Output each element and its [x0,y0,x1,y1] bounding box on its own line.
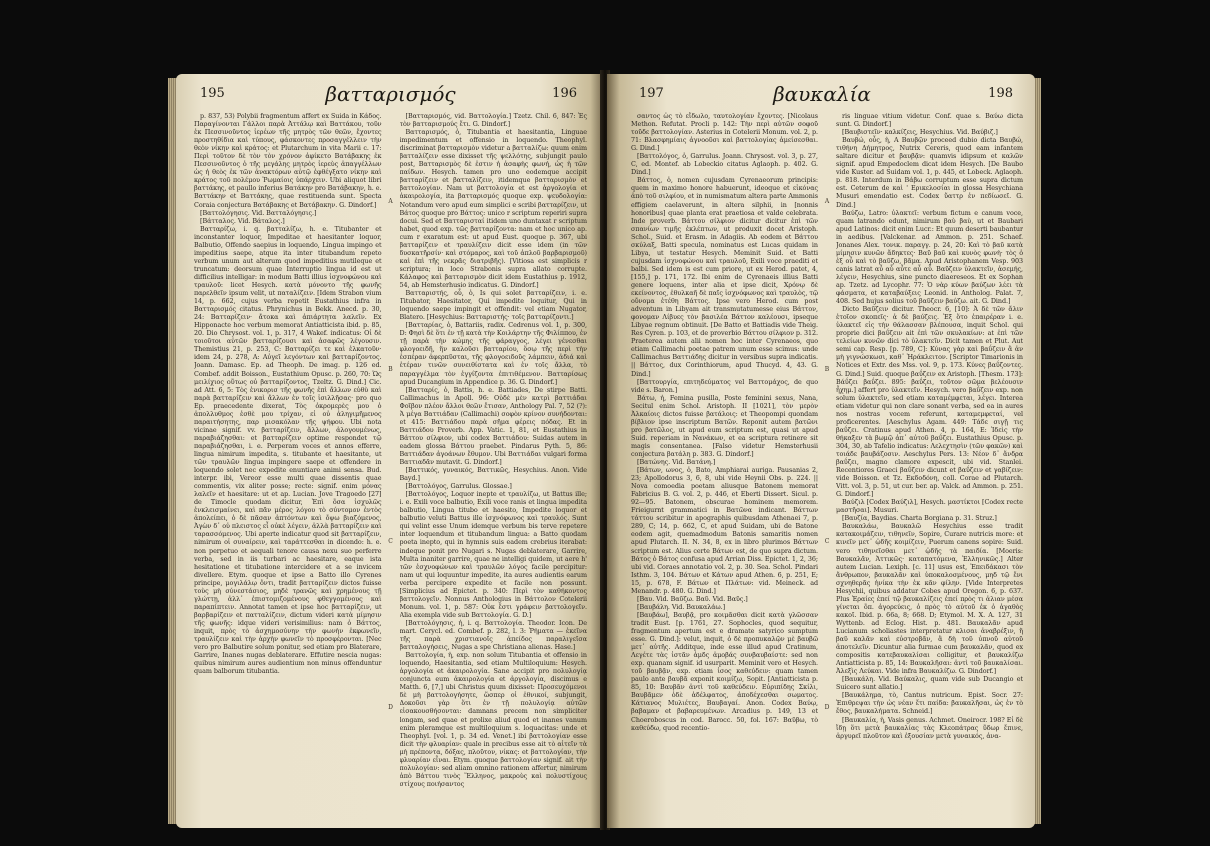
entry-paragraph: [Βαυβάλη. Vid. Βαυκαλάω.] [637,602,726,611]
entry-paragraph: Dicto Βαῦζειν dicitur. Theocr. 6, [10]: Ἁ δὲ τῶν ἄλιν ἐτοῖον σκοπεῖς· ἁ δὲ βαύζεις. Ἐξ ὅτο ἐπαιρέραν i. e. ὑλακτεῖ εἰς τὴν θάλασσαν βλέπουσα, inquit Schol. qui proprie dici βαΰζειν ait ἐπὶ τῶν σκυλακίων: at ἐπὶ τῶν τελείων κυνῶν dici τὸ ὑλακτεῖν. Dicit tamen et Plut. Aut semi cap. Resp. [p. 789, C]: Κύνας γὰρ καὶ βαΰζειν ἃ ἀν μὴ γιγνώσκωσι, καθ᾽ Ἡράκλειτον. [Scriptor Timarionis in Notices et Extr. des Mss. vol. 9, p. 173. Κύνες βαΰζοντες. G. Dind.] Suid. quoque βαΰζειν ex Aristoph. [Thesm. 173]: Βάΰζει βαΰζει. 895: βαΰζει, τοῦτον σῶμα βελέουσιν ἦχημ.] affert pro ὑλακτεῖν. Hesych. vero βαΰζειν exp. non solum ὑλακτεῖν, sed etiam καταμέμφεται, λέγει. Interea etiam videtur qui non clare sonant verba, sed ea in aures nos nostras vocem referunt, καταμεμφεταί, vel proficerentes. [Aeschylus Agam. 449: Τάδε σιγῇ τις βαΰζει. Cratinus apud Athen. 4, p. 164, E: Ἰδεὶς τὴν θήκαξεν τὰ βωμῷ ἀπ᾽ αὐτοῦ βαΰζει. Eustathius Opusc. p. 304, 30, ab Tafelio indicatus: Λελεχτησὶν (τῶν φακῶν) καὶ τοιάδε βαυβάζοσιν. Aeschylus Pers. 13: Νέον δ᾽ ἄνδρα βαΰζει, magno clamore expescit, ubi vid. Stanlei. Recentiores Graeci βαΰζειν dicunt et βαΰζειν et γαβίζειν: vide Boisson. et Tz. Εκδοδόνη, coll. Corae ad Plutarch. Vitt. vol. 3, p. 51, ut cur. ber. ap. Valck. ad Ammon. p. 251. G. Dindorf.] [836,305,1023,499]
entry-paragraph: [Βαυζία, Baydias. Charta Borgiana p. 31. Struz.] [842,514,997,523]
entry-paragraph: [Βαυβιστεῖν· καλκίζεις, Hesychius. Vid. Βαύβιζ.] [842,128,998,137]
right-page-title: βαυκαλία [773,82,871,106]
left-page-columns [194,112,587,818]
entry-paragraph: Βαύζω, Latro: ὑλακτεῖ: verbum fictum e canum voce, quam latrando edunt, nimirum βαὺ βαὺ, ut et Baubari apud Latinos: dicit enim Lucr.: Et quum deserti baubantur in aedibus. [Valckenar. ad Ammon. p. 251. Schaef. Jonanes Alex. τονικ. παραγγ. p. 24, 20: Καὶ τὸ βαῦ κατὰ μίμησιν κυνῶν ἄδηκτες· Βαῦ βαῦ καὶ κυνὸς φωνὴ· τὸς ὁ ἐξ οὗ καὶ τὸ βαῦζω, βᾶμα. Apud Aristophanem Vesp. 903 canis latrat αὖ αὖ αὖτε αὖ αὖ. Βαῦζειν ὑλακτεῖν, ἀσεμής, λέγειν, Hesychius, sine puncto diaereseos. Et ex Sophan ap. Tzetz. ad Lycophr. 77: Ὁ νὰρ κύων βαύζων λέει τὰ φάσματα, et καταβαύξεις Leonid. in Antholog. Palat. 7, 408. Sed hujus solius τοῦ βαῦζειν βαύζω. ait. G. Dind.] [836,208,1023,306]
entry-paragraph: [Βαυκαλία, ἡ, Vasis genus. Achmet. Oneirocr. 198? Εἰ δὲ ἴδῃ ὅτι μετὰ βαυκαλίας τὰς Κλεοπάτρας ὕδωρ ἔπινε, ἀργυρεῖ πλοῦτον καὶ ἐξουσίαν μετὰ γυναικός, ἀνα- [836,715,1023,740]
left-page-number-b: 196 [552,86,577,101]
entry-paragraph: Βαυβώ, οὗς, ἡ, A Βαυβῷν proceed dubio dicta Βαυβώ, τιθήνη Δήμητρος, Nutrix Cereris, quod eam infantem saltare dicitur et βαυβᾷν: quamvis idipsum et καλῶν signif. apud Empedoclem dicat idem Hesych. [De Baubo vide Kuster. ad Suidam vol. 1, p. 445, et Lobeck. Aglaoph. p. 818. Interdum in Βάβω corruptum esse supra dictum est. Ceterum de καὶ ' Ερικελοσίαι in glossa Hesychiana Musuri emendatio est. Codex ὕαττρ ἐν πεδίωσεῖ. G. Dind.] [836,136,1023,209]
entry-paragraph: Βατταρίζω, i. q. βατταλίζω, h. e. Titubanter et inconstanter loquor, Impeditae et haesitanter loquor, Balbutio, Offendo saepius in loquendo, Lingua impingo et impeditius saepe, atque ita inter titubandum repeto verbum unum aut alterum quod impeditius mutileque et truncatum: deorsum quae Interruptio lingua id est ut difficilius intelligar: in modum Batti illius ἰσχνοφώνου καὶ τραυλοῦ: licet Hesych. κατὰ μόνοντο τῆς φωνῆς παρελθεῖν ipsum velit, ut παταλίζειν. [Idem Strabon vium 14, p. 662, cujus verba repetit Eustathius infra in Βατταρισμός citatus. Phrynichus in Bekk. Anecd. p. 30, 24: Βατταρίζειν· ἄτοκα καὶ ἀπιάρτητα λαλεῖν. Ex Hipponacte hoc verbum memorat Antiatticista ibid. p. 85, 20. Dio Chrysost. vol. 1, p. 317, 4 Wakef. indicatus: Οἱ δὲ τοιοῦτοι αὐτῶν βατταρίζουσι καὶ ἀσαφῶς λέγουσιν. Themistius 21, p. 253, C: Βατταρίζει τε καὶ ἐλκατοῦν· idem 24, p. 278, A: Αὐγεῖ λεγόντων καὶ βατταρίζοντος. Joann. Damasc. Ep. ad Theoph. De imag. p. 126 ed. Combef. addit Boisson., Eustathium Opusc. p. 260, 70: Ὡς μειλίχιος οὕτως οὐ βατταρίζοντος, Tzeltz. G. Dind.] Cic. ad Att. 6, 5: Τὸς ἐνικορισ τῆς φωνῆς ἐπὶ ἄλλων εὐθὺ καὶ παρὰ βατταρίζειν καὶ ἄλλων ἐν τοῖς ἰσιλλῆσας· pro quo Ep. praecedente dixerat, Τὸς ὀκρομερὲς μου ὁ ἀπολλυθμος ἐσθὲ μου τρίχαν, εἰ οὐ ἀληγιμῆμενος παραιτήσητης, παρ μισακόλαν τῆς ψήφου. Ubi nota vicinae signif. vv. βατταρίζειν, ἄλλων, ἀλογουμένως, παραβιάζησθαι: et βατταρίζειν optime respondet τῷ παραβιάζησθαι, i. e. Perperam voces et annos efferre, lingua nimirum impedita, s. titubante et haesitante, ut τῶν τραυλῶν lingua impingere saepe et offendere in loquendo solet nec expedite enuntiare animi sensa. Bud. interpr. ibi, Vereor esse multi quae dissentis quae commentis, vix aliter posse; recte: signif. enim μόνας λαλεῖν et haesitare: ut et ap. Lucian. Jove Tragoedo [27] de Timocle quodam dicitur, Ἐπὶ ὅσα ἰσχυλῶς ἐνκλεισμαίνει, καὶ πᾶν μέρος λόγου τὸ σύντομον ἐντὸς ἀπολείπει, ὁ δὲ πᾶσαν ἀπτόντων καὶ ὄψω βιαζόμενος, Ἀγὼν δ᾽ οὐ πλειστος εἶ οὐκὲ λέγειν, ἀλλὰ βατταρίζειν καὶ ταρασσόμενος. Ubi aperte indicatur quod sit βατταρίζειν, nimirum οἱ συναίρειν, καὶ ταράττεσθαι in dicendo: h. e. non perpetuo et aequali tenore causa nexu suo perferre verba, sed in iis turbari ac haesitare, eaque ista hesitatione et titubatione intercidere et a se invicem divellere. Etym. quoque et ipse a Batto illo Cyrenes principe, μογιλάλῳ ὄντι, tradit βατταρίζειν dictos fuisse τοὺς μὴ σύνεστάσιος, μηδὲ τρανῶς καὶ χρημένους τῇ γλώττῃ, ἀλλ᾽ ἐπιστομιζομένους φθεγγομένους καὶ παραπίπτειν. Annotat tamen et ipse hoc βατταρίζειν, ut βαρβαρίζειν et πατταλίζειν, dictum videri κατὰ μίμησιν τῆς φωνῆς: idque videri verisimilius: nam ὁ Βάττος, inquit, πρὸς τὸ ἀσχημοσύνην τὴν φωνὴν ἐκφωνεῖν, τραυλίζειν καὶ τὴν ἀρχὴν φωνεῖν τὸ προσφέρονται. [Nec vero pro Balbutire solum ponitur, sed etiam pro Blaterare, Garrire, Inanes nugas deblaterare. Effutire nescia nugas: quibus nimirum aures audientium non minus offenduntur quam balborum titubantia. [194,224,382,676]
left-page-header [194,82,587,108]
entry-paragraph: Βάτω, ἡ, Femina pusilla, Poste feminini sexus, Nana, Secitul enim Schol. Aristoph. II [1021], τὸν μερὸν Ἀλκαίοις dictos fuisse βατάλοις: et Theopompi quondam βίβλιον ipse inscriptum Βατῶν. Reponit autem βατῶνι pro βατῶλος, ut apud eum scriptum est, quasi ut apud Suid. reperiam in Νανάκων, et ea scriptura retinere sit magis consentanea. [Falso videtur Hemsterhusii conjectura βατάλη p. 383. G. Dindorf.] [631,393,818,458]
entry-paragraph: [Βατταρίς, ὁ, Battis, h. e. Battiades, De stirpe Batti. Callimachus in Apoll. 96: Οὐδὲ μὲν κατρὶ βαττιάδαι Φοῖβον πλέον ἄλλοι θεῶν ἔτισαν, Anthology Pal. 7, 52 (?): Ἀ μέγα Βαττιάδαν (Callimachi) σοφὸν κρίνον συνήδονται: et 415: Βαττιάδου παρὰ σῆμα φέρεις πόδας. Et in Βαττιάδου Proverb. App. Vatic. 1, 81, et Eustathius in Βάττου σίλφιον, ubi codex Βαττιάδου: Suidas autem in eadem glossa Βάττου praebet. Pindarus Pyth. 5, 86: Βαττιάδαν ἀγοάνων ἔθυμον. Ubi Βαττιάδαι vulgari forma Βαττιαδᾶν mutavit. G. Dindorf.] [399,385,587,467]
entry-paragraph: [Βαττολόγος, ὁ, Garrulus. Joann. Chrysost. vol. 3, p. 27, C, ed. Montef. ab Lobeckio citatus Aglaoph. p. 402. G. Dind.] [631,152,818,177]
right-page-column-2 [836,112,1023,818]
right-page-columns [631,112,1023,818]
entry-paragraph: Βατταριστής, οὗ, ὁ, Is qui solet βατταρίζειν, i. e. Titubator, Haesitator, Qui impedite loquitur, Qui in loquendo saepe impingit et offendit: vel etiam Nugator, Blatero. [Hesychius: Βατταριστής· τοῖς βατταρίζοντι.] [399,289,587,322]
entry-paragraph: Βαυκαλάω, Βαυκαλῶ Hesychius esse tradit κατακοιμάζειν, τιθηνεῖν, Sopire, Curare nutricis more: et κινεῖν μετ᾽ ᾠδῆς κοιμίζειν, Puerum canens sopire: Suid. vero τιθηνεῖσθαι μετ᾽ ᾠδῆς τὰ παιδία. [Moeris: Βαυκαλᾶν, Ἀττικῶς· καταπατόμενα, Ἑλληνικῶς.] Alter autem Lucian. Lexiph. [c. 11] usus est, Ἐπειδάκασι τὸν ἄνθρωπον, βαυκαλᾶν καὶ ὑποκαλοσμένους, μηδ τῷ ἔνι σχνηθερᾶς ἡνίκα τὴν ἐκ κᾶν φίλην. [Vide Interpretes Hesychii, quibus addatur Cobes apud Oregon. 6, p. 637. Plus Ἐραίες ἐπεί τῷ βαυκαλίζεις ἐπεί πρὸς τι ἀλιαν μέσα γίνεται ὅπ. ἀγορεύεις, ὁ πρὸς τὸ αὐτοῦ ἐκ ὁ ἀγαθὸς κακοῖ. Ibid. p. 66a, 8; 668. D; Etymol. M. X. A. 127, 31 Wyttenb. ad Eclog. Hist. p. 481. Βαυκαλᾶν apud Lucianum scholiastes interpretatur κλισαι ἀναβρέξιν, ἢ βαῦ καλᾶν καὶ εὐστροβᾶν, ἃ δὴ τοῦ ὑπνοῦ αὐτοῦ ἀποτελεῖν. Dicuntur alia furmae cum βαυκαλᾶν, quod ex compositis κατεβαυκαλίσαι colligitur, et βαυκαλίζω Antiatticista p. 85, 14: Βαυκαλῆσαι: ἀντὶ τοῦ βαυκαλίσαι. Ἀλεξὶς Λεύκαι. Vide infra Βαυκαλίζω. G. Dindorf.] [836,522,1023,676]
right-page-column-1 [631,112,818,818]
left-page-column-2 [400,112,588,818]
entry-paragraph: [Βαττικός, γυναικός, Βαττικῶς, Hesychius. Anon. Vide Bayd.] [399,466,587,483]
right-margin-marker-c: C [824,538,830,545]
entry-paragraph: [Βαυβάω], Βαυβᾷ, pro κοιμᾶσθαι dicit κατὰ γλῶσσαν tradit Eust. [p. 1761, 27. Sophocles, quod sequitur, fragmentum apertum est e dramate satyrico sumptum esse. G. Dind.]: velut, inquit, ὁ δὲ προπυκαλῷν μὲ βαυβῶ μετ᾽ αὐτῆς. Additque, inde esse illud apud Cratinum, Λεγέτε τὰς ἱστᾶν ἀμδς ἁμοβάς συνβαυβαίστε: sed non exp. quanam signif. id usurparit. Meminit vero et Hesych. τοῦ βαυβᾷν, exp. etiam ἰσος καθεύδειν: quam tamen paulo ante βαυβᾶ exponit κοιμίζω, Sopit. [Antiatticista p. 85, 10: Βαυβᾶν ἀντὶ τοῦ καθεύδειν. Εὐριπίδης Σκίλι, Βαυβᾶμεν ὁδὲ ἀδέλφατος, ἀποδέχεσθαι σωματος. Κάτιανος Μυλιέτες, Βαυβαγαί. Anon. Codex Βαύῳ, βαβαμαν et βαβαρευμένων. Arcadius p. 149, 13 et Choeroboscus in cod. Barocc. 50, fol. 167: Βαῦβω, τὸ καθεύδω, quod recentio- [631,610,818,732]
left-page-column-1 [194,112,382,818]
entry-paragraph: Βαύζιλ [Codex Βαύζιλ], Hesych. μαστίκτοι [Codex recte μαστῆσαι]. Musuri. [836,498,1023,515]
right-page [607,74,1035,828]
right-margin-marker-a: A [824,198,830,205]
right-margin-marker-d: D [824,704,830,711]
entry-paragraph: [Βατταρισμός, vid. Βαττολογία.] Tzetz. Chil. 6, 847: Ἐς τὸν βατταρισμούς ἔτι. G. Dindorf.] [399,112,587,129]
entry-paragraph: [Βαττολόγος, Loquor inepte et τραυλίζω, ut Battus ille; i. e. Exili voce balbutio, Exili voce ranis et lingua impedita balbutio, Lingua titubo et haesito, Impedite loquor et balbutio veluti Battus ille ἰσχνόφωνος καὶ τραυλός. Sunt qui velint esse Unum idemque verbum bis terve repetere inter loquendum et titubandum lingua: a Batto quodam poeta inepto, qui in hymnis suis eadem crebrius iterabat: indeque ponit pro Nugari s. Nugas deblaterare, Garrire, Multa inaniter garrire, quae ne intelligi quidem, ut aere h' τῶν ἐσχνοφώνων καὶ τραυλῶν λόγος facile percipitur: nam ut qui loquuntur impedite, ita aures audientis earum verba percipere expedite et facile non possunt. [Simplicius ad Epictet. p. 340: Περὶ τὸν καθήκοντος βαττολογεῖν. Nonnus Anthologius in Βάττολον Cotelerii Monum. vol. 1, p. 587: Οὐκ ἔστι γράφειν βαττολογεῖν. Alia exempla vide sub Βαττολογία. G. D.] [399,490,587,619]
left-page [176,74,603,828]
right-margin-marker-b: B [824,366,830,373]
left-margin-marker-c: C [388,538,393,545]
entry-paragraph: Βαττολογία, ἡ, exp. non solum Titubantia et offensio in loquendo, Haesitantia, sed etiam Multiloquium: Hesych. ἀργολογία et ἀκαιρολογία. Sane accipit pro πολυλογίᾳ conjuncta eum ἀκαιρολογία et ἀργολογία, discimus e Matth. 6, [7,] ubi Christus quum dixisset: Προσευχόμενοι δὲ μὴ βαττολογήσητε, ὥσπερ οἱ ἐθνικοί, subjungit, Δοκοῦσι γὰρ ὅτι ἐν τῇ πολυλογίᾳ αὐτῶν εἰσακουσθήσονται: damnans precem non simpliciter longam, sed quae et prolixe aliud quod et inanes vanum enim pleramque est multiloquium s. loquacitas: unde et Theophyl. [vol. 1, p. 34 ed. Venet.] ibi βαττολογίαν esse dicit τὴν φλυαρίαν: quale in precibus esse ait τὸ αἰτεῖν τὰ μὴ πρέποντα, δόξας, πλοῦτον, νίκας: et βαττολογίαν, τὴν φλυαρίαν εἶναι. Etym. quoque βαττολογίαν signif. ait τὴν πολυλογίαν: sed aliam omnino rationem affertur, nimirum ἀπὸ Βάττου τινὸς Ἕλληνος, μακροὺς καὶ πολυστίχους στίχους ποιήσαντος [399,651,587,788]
entry-paragraph: p. 837, 53) Polybii fragmentum affert ex Suida in Κάδος. Παραγίνονται Γάλλοι παρὰ Ἀττάλῳ καὶ Βαττάκου, τοῦν ἐκ Πεσσινοῦντος ἱερέων τῆς μητρὸς τῶν θεῶν, ἔχοντες προστηθίδια καὶ τύπους, φάσκοντες προσαγγέλλειν τὴν θεὸν νίκην καὶ κράτος: et Plutarchum in vita Marii c. 17: Περὶ τοῦτον δὲ τὸν τὸν χρόνον ἀφίκετο Βατάβακης ἐκ Πεσσινοῦντος ὁ τῆς μεγάλης μητρὸς ἱερεὺς ἀπαγγέλλων ὡς ἡ θεὸς ἐκ τῶν ἀνακτόρων αὐτῷ ἐφθέγξατο νίκην καὶ κράτος τοῦ πολέμου Ῥωμαίοις ὑπάρχειν. Ubi aliquot libri βαττάκης, et paullo inferius Βατάκην pro Βατάβακην, h. e. Βαττάκην et Βαττάκης, quae restituenda sunt. Specta Coraia conjectura Βατάβακης et Βατάβακην. G. Dindorf.] [194,112,382,209]
entry-paragraph: [Βάτταλος. Vid. Βάταλος.] [200,216,285,225]
left-margin-marker-a: A [388,198,393,205]
entry-paragraph: [Βατταρίας, ὁ, Battariis, radix. Cedrenus vol. 1, p. 300, D: Φησὶ δὲ ὅτι ἐν τῇ κατὰ τὴν Κοιλάρτην τῆς Φιλίππου, ἐν τῇ παρὰ τὴν κώμης τῆς φάραγγος, λέγει γένεσθαι φλογοειδῆ, ἣν καλοῦσι βατταρίου, ὅσῳ τῆς περὶ τὴν ἑσπέραν ἀφερπῦσται, τῆς φλογοειδοῦς λάμπειν, ἀδιά καὶ ἑτέραν τινῶν συνειθίστατα καὶ ἐν τοῖς ἄλλα, τὸ παραγγέλμα τὸν ἐγγίζοντα ἐπιτιθέμενον. Βατταρίσως apud Ducangium in Appendice p. 36. G. Dindorf.] [399,321,587,386]
entry-paragraph: [Βαυκάλη. Vid. Βαύκαλις, quam vide sub Ducangio et Suicero sunt allatio.] [836,675,1023,692]
entry-paragraph: [Βάτων, ωνος, ὁ, Bato, Amphiarai auriga. Pausanias 2, 23; Apollodorus 3, 6, 8, ubi vide Heynii Obs. p. 224. || Nova comoedia poetam aliusque Batonem memorat Fabricius B. G. vol. 2, p. 446, et Eberti Dissert. Sicul. p. 92—95. Batonem, obscurae hominem memorem. Frieigurnt grammatici in Βατῶνα indicant. Βάττων τάττου scribitur in apographis quibusdam Athenaei 7, p. 289, C; 14, p. 662, C, et apud Suidam, ubi de Batone eodem agit, quemadmodum Batonis samaritis nomen apud Plutarch. II. N. 34, 8, ex in libro plurimos Βάττων scriptum est. Alius certe Βάτων est, de quo supra dictum. Βάτος ὁ Βάτος confusa apud Arrian Diss. Epictet. 1, 2, 36; ubi vid. Coraes annotatio vol. 2, p. 30. Sea. Schol. Pindari Isthm. 3, 104. Βάτων et Κάτων apud Athen. 6, p. 251, E; 15, p. 678, F. Βάτων et Πλάτων: vid. Meineck. ad Menandr. p. 480. G. Dind.] [631,466,818,595]
left-margin-marker-b: B [388,366,393,373]
entry-paragraph: [Βατώνης. Vid. Βατάνη.] [637,458,716,467]
entry-paragraph: [Βαττολόγησις, ἡ, i. q. Βαττολογία. Theodor. Icon. De mart. Cerycl. ed. Combef. p. 282, l. 3: Ῥήματα — ἐκεῖνα τῆς παρὰ χριστιανοῖς ἀπείδος παραλιγεῖσα βατταλογήσεις, Nugas a spe Christiana alienas. Hase.] [399,618,587,652]
left-page-title: βατταρισμός [325,82,456,106]
entry-paragraph: Βατταρισμός, ὁ, Titubantia et haesitantia, Linguae impedimentum et offensio in loquendo. Theophyl. discriminat βατταρισμὸν videtur a βατταλίζω: quum enim βατταλίζειν esse dixisset τῆς ψελλότης, subjungit paulo post, Βατταρισμὸς δὲ ἐστιν ἡ ἀσαφὴς φωνή, ὡς ἡ τῶν παίδων. Hesych. tamen pro uno eodemque accipit βατταρίζειν et βατταλίζειν, itidemque βατταρισμὸν et βαττολογίαν. Nam ut βαττολογία et est ἀργολογία et ἀκαιρολογία, ita βατταρισμός quoque exp. ψευδολογία: Notandum vero apud eum simplici e scribi βατταρίζειν, ut Βάτος quoque pro Βάττος: unico r scriptum reperiri supra docui. Sed et Βατταρισταί itidem uno duntaxat r scriptum habet, quod exp. τῶς βατταρίζοντα: nam et hoc unico ap. cum r exaratum est: ut apud Eust. quoque p. 367, ubi βατταρίζειν et τραυλίζειν dicit esse idem (in τῶν δυσκατῆρσίν· καὶ στόμαρος, καὶ τοῦ ἁπλοῦ βαρβαρισμοῦ) καὶ ἐπὶ τῆς νεκρᾶς διατριβῆς). [Vitiosa est simplicis r scriptura; in loco Strabonis supra allato corrupte. Κάλαφος καὶ βατταρισμὸν dicit idem Eustathius p. 1912, 54, ab Hemsterhusio indicatus. G. Dindorf.] [399,128,587,289]
entry-paragraph: [Βαυκάλημα, τὸ, Cantus nutricum. Epist. Socr. 27: Ἐπιθρεψαι τὴν ὡς νέαν ἔτι παίδα: βαυκαλῆσαι, ὡς ἐν τὸ ἔθος, βαυκαλήματα. Schneid.] [836,691,1023,716]
entry-paragraph: ris linguae vitium videtur. Conf. quae s. Βαύω dicta sunt. G. Dindorf.] [836,112,1023,129]
left-margin-marker-d: D [388,704,393,711]
right-page-number-a: 197 [639,86,664,101]
entry-paragraph: [Βαττολόγος, Garrulus. Glossae.] [405,482,512,491]
entry-paragraph: [Βαττουργία, επιτηδεύματος vel Βαττομάχος, de quo vide s. Baron.] [631,377,818,394]
right-page-header [625,82,1019,108]
entry-paragraph: Βάττος, ὁ, nomen cujusdam Cyrenaeorum principis: quem in maximo honore habuerunt, ideoque et εἰκόνας ἀπὸ τοῦ σιλφίου, et in numismatum altera parte Ammonis effigiem caelaverunt, in altera silphii, in [nonnis honoribus] quae planta erat praetiosa et valde celebrata. Inde proverb. Βάττου σίλφιον dicitur dicitur ἐπὶ τῶν σπανίων τιμῆς ἐκλέπτων, ut produxit docet Aristoph. Schol., Suid. et Erasm. in Adagiis. Ab eodem et Βάττου σκύλαξ, Batti specula, nominatus est Lucas quidam in Libya, ut testatur Hesych. Meminit Suid. et Batti cujusdam ἰσχνοφώνου καὶ τραυλοῦ, Exili voce praediti et balbi. Sed idem is est cum priore, ut ex Herod. patet, 4, [155,] p. 171, 172. Ibi enim de Cyrenaeis illius Batti genere loquens, inter alia et ipse dicit, Χρόνῳ δὲ εκείνοντος, ἐθυλκαῆ δὲ παῖς ἰσχνόφωνος καὶ τραυλὸς, τῷ οὔνομα ἐτέθη Βάττος. Ipse vero Herod. cum post adventum in Libyam ait transmutatumesse eius Βάττον, φονομαν Λίβυες τὸν βασιλέα Βάττον καλέουσι, ipseque Libyae regnum obtinuit. [De Batto et Battiadis vide Theig. Res Cyren. p. 103, et de proverbio Βάττου σίλφιον p. 312. Praeterea autem alii nomen hoc inter Cyrenaeos, quo etiam Callimachi poetae patrem unum esse scimus: unde Callimachus Βαττιάδης dicitur in versibus supra indicatis. || Βάττος, dux Corinthiorum, apud Thucyd. 4, 43. G. Dind.] [631,176,818,378]
entry-paragraph: [Βαυ. Vid. Βαῦζω. Βαῦ. Vid. Βαῦς.] [637,594,748,603]
entry-paragraph: [Βαττολόγησις. Vid. Βατταλόγησις.] [200,208,317,217]
right-page-number-b: 198 [988,86,1013,101]
left-page-number-a: 195 [200,86,225,101]
entry-paragraph: σαντος ὡς τὸ εἴδωλο, ταυτολογίαν ἔχοντες. [Nicolaus Methon. Refutat. Procli p. 142: Τὴν περὶ αὐτῶν σοφοῦ τοῦδε βαττολογίαν. Asterius in Cotelerii Monum. vol. 2, p. 71: Βλασφημίαις ἀγνοοῦσι καὶ βαττολογίας ἀμείσεσθαι. G. Dind.] [631,112,818,153]
